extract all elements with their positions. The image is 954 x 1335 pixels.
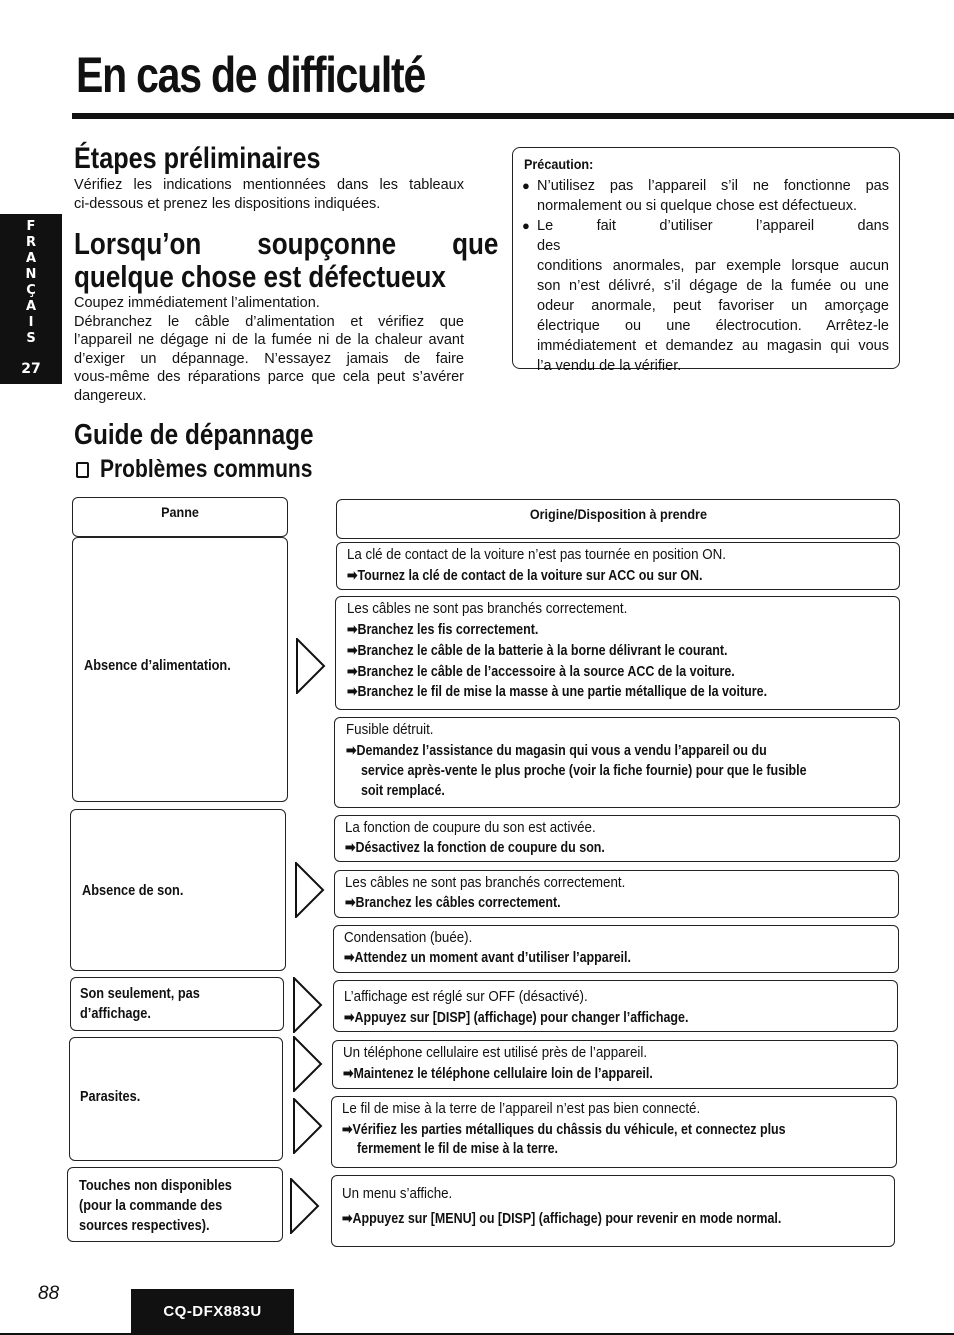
precaution-line: électrique ou une électrocution. Arrêtez-le [537, 318, 889, 334]
common-problems-heading: Problèmes communs [100, 455, 313, 483]
cause-text: Fusible détruit. [346, 722, 434, 738]
side-tab-letter: A [25, 299, 37, 314]
action-text: ➡Désactivez la fonction de coupure du son. [345, 840, 605, 856]
triangle-arrow-icon [290, 1178, 320, 1234]
triangle-arrow-icon [295, 862, 325, 918]
header-origine: Origine/Disposition à prendre [336, 499, 900, 539]
cause-text: L’affichage est réglé sur OFF (désactivé). [344, 989, 588, 1005]
symptom-keys-line3: sources respectives). [79, 1218, 210, 1234]
page-number: 88 [38, 1283, 60, 1304]
symptom-display-line2: d’affichage. [80, 1006, 151, 1022]
precaution-line: conditions anormales, par exemple lorsque aucun [537, 258, 889, 274]
action-text: soit remplacé. [361, 783, 445, 799]
triangle-arrow-icon [296, 638, 326, 694]
triangle-arrow-icon [293, 977, 323, 1033]
etapes-heading: Étapes préliminaires [74, 142, 321, 175]
action-text: ➡Maintenez le téléphone cellulaire loin de l’appareil. [343, 1066, 653, 1082]
symptom-sound: Absence de son. [82, 883, 184, 899]
cause-text: Les câbles ne sont pas branchés correctement. [347, 601, 628, 617]
etapes-line: ci-dessous et prenez les dispositions indiquées. [74, 195, 381, 212]
cause-text: La fonction de coupure du son est activée. [345, 820, 596, 836]
precaution-line: l’a vendu de la vérifier. [537, 358, 682, 374]
cause-text: Les câbles ne sont pas branchés correctement. [345, 875, 626, 891]
precaution-line: son n’est délivré, s’il dégage de la fumée ou une [537, 278, 889, 294]
action-text: ➡Branchez le câble de l’accessoire à la source ACC de la voiture. [347, 664, 735, 680]
checkbox-square-icon [76, 462, 89, 478]
precaution-item-1 [537, 176, 889, 216]
page-title: En cas de difficulté [76, 47, 426, 103]
lorsqu-line: Coupez immédiatement l’alimentation. [74, 295, 320, 311]
lorsqu-heading-line1: Lorsqu’on soupçonne que [74, 226, 499, 261]
symptom-display-line1: Son seulement, pas [80, 986, 200, 1002]
guide-heading: Guide de dépannage [74, 419, 314, 451]
action-text: ➡Appuyez sur [DISP] (affichage) pour changer l’affichage. [344, 1010, 689, 1026]
action-text: ➡Branchez le câble de la batterie à la borne délivrant le courant. [347, 643, 728, 659]
lorsqu-line: Débranchez le câble d’alimentation et vérifiez que [74, 313, 464, 330]
side-tab-letter: R [25, 235, 36, 250]
model-badge: CQ-DFX883U [131, 1289, 294, 1335]
symptom-keys-line2: (pour la commande des [79, 1198, 223, 1214]
symptom-keys-line1: Touches non disponibles [79, 1178, 232, 1194]
action-text: ➡Attendez un moment avant d’utiliser l’appareil. [344, 950, 631, 966]
precaution-line: immédiatement et demandez au magasin qui vous [537, 338, 889, 354]
action-text: ➡Demandez l’assistance du magasin qui vous a vendu l’appareil ou du [346, 743, 767, 759]
symptom-power: Absence d’alimentation. [84, 658, 231, 674]
precaution-line: Le fait d’utiliser l’appareil dans des [537, 218, 889, 254]
action-text: ➡Tournez la clé de contact de la voiture sur ACC ou sur ON. [347, 568, 703, 584]
side-tab-letter: A [25, 251, 37, 266]
side-tab-letter: N [25, 267, 37, 282]
side-tab-letter: S [26, 331, 36, 346]
bullet-icon: ● [522, 218, 530, 233]
etapes-line: Vérifiez les indications mentionnées dans les tableaux [74, 177, 464, 193]
header-panne: Panne [72, 497, 288, 537]
lorsqu-line: dangereux. [74, 387, 147, 404]
cause-text: Condensation (buée). [344, 930, 473, 946]
lorsqu-text [74, 294, 464, 405]
cause-text: Le fil de mise à la terre de l’appareil n’est pas bien connecté. [342, 1101, 701, 1117]
title-rule [72, 113, 954, 119]
bullet-icon: ● [522, 178, 530, 193]
action-text: ➡Appuyez sur [MENU] ou [DISP] (affichage) pour revenir en mode normal. [342, 1211, 782, 1227]
etapes-text [74, 176, 464, 213]
precaution-title: Précaution: [524, 156, 594, 172]
precaution-line: N’utilisez pas l’appareil s’il ne fonctionne pas [537, 178, 889, 194]
cause-text: La clé de contact de la voiture n’est pas tournée en position ON. [347, 547, 726, 563]
cause-text: Un téléphone cellulaire est utilisé près de l’appareil. [343, 1045, 648, 1061]
action-text: ➡Vérifiez les parties métalliques du châssis du véhicule, et connectez plus [342, 1122, 786, 1138]
precaution-line: normalement ou si quelque chose est défectueux. [537, 198, 858, 214]
triangle-arrow-icon [293, 1036, 323, 1092]
action-text: fermement le fil de mise à la terre. [357, 1141, 558, 1157]
lorsqu-heading-line2: quelque chose est défectueux [74, 259, 446, 294]
action-text: service après-vente le plus proche (voir la fiche fournie) pour que le fusible [361, 763, 807, 779]
action-text: ➡Branchez les fis correctement. [347, 622, 539, 638]
lorsqu-line: l’appareil ne dégage ni de la fumée ni de la chaleur avant [74, 332, 464, 348]
side-tab-letter: F [26, 219, 36, 234]
lorsqu-line: d’exiger un dépannage. N’essayez jamais de faire [74, 350, 464, 367]
side-tab-letter: I [28, 315, 34, 330]
cause-text: Un menu s’affiche. [342, 1186, 453, 1202]
language-side-tab [0, 214, 62, 384]
side-tab-letter: Ç [26, 283, 36, 298]
precaution-item-2 [537, 216, 889, 376]
lorsqu-line: vous-même des réparations parce que cela peut s’avérer [74, 369, 464, 385]
action-text: ➡Branchez le fil de mise la masse à une partie métallique de la voiture. [347, 684, 768, 700]
symptom-parasites: Parasites. [80, 1089, 141, 1105]
side-tab-number: 27 [21, 361, 41, 377]
precaution-line: odeur anormale, peut favoriser un amorçage [537, 298, 889, 314]
triangle-arrow-icon [293, 1098, 323, 1154]
action-text: ➡Branchez les câbles correctement. [345, 895, 561, 911]
